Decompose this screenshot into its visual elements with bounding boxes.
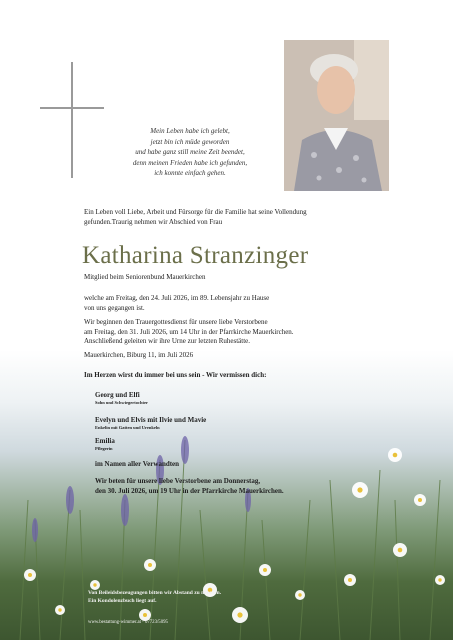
family-member-name: Evelyn und Elvis mit Ilvie und Mavie: [95, 416, 207, 424]
cross-icon: [71, 62, 73, 178]
footer-notice: [88, 590, 221, 605]
place-date: Mauerkirchen, Biburg 11, im Juli 2026: [84, 351, 194, 359]
service-line: am Freitag, den 31. Juli 2026, um 14 Uhr in der Pfarrkirche Mauerkirchen.: [84, 327, 294, 336]
family-member: [95, 416, 385, 430]
family-member-name: Georg und Elfi: [95, 391, 140, 399]
intro-text: [84, 207, 384, 227]
service-notice: [84, 318, 384, 347]
prayer-notice: [95, 477, 395, 496]
footer-line: Ein Kondolenzbuch liegt auf.: [88, 597, 157, 604]
intro-line: Ein Leben voll Liebe, Arbeit und Fürsorge für die Familie hat seine Vollendung: [84, 208, 307, 216]
family-member: [95, 391, 385, 405]
death-notice: [84, 294, 384, 313]
memory-line: Im Herzen wirst du immer bei uns sein - Wir vermissen dich:: [84, 371, 267, 379]
death-line: welche am Freitag, den 24. Juli 2026, im 89. Lebensjahr zu Hause: [84, 294, 270, 302]
prayer-line: den 30. Juli 2026, um 19 Uhr in der Pfarrkirche Mauerkirchen.: [95, 486, 284, 495]
cross-icon-bar: [40, 107, 104, 109]
family-member-name: Emilia: [95, 437, 115, 445]
poem-line: und habe ganz still meine Zeit beendet,: [135, 148, 245, 156]
deceased-subtitle: Mitglied beim Seniorenbund Mauerkirchen: [84, 273, 206, 281]
service-line: Wir beginnen den Trauergottesdienst für unsere liebe Verstorbene: [84, 318, 268, 326]
family-member-relation: Pflegerin: [95, 446, 113, 451]
poem-line: denn meinen Frieden habe ich gefunden,: [132, 158, 248, 167]
deceased-name: Katharina Stranzinger: [82, 242, 309, 269]
relatives-line: im Namen aller Verwandten: [95, 460, 180, 468]
portrait-photo: [284, 40, 389, 191]
service-line: Anschließend geleiten wir ihre Urne zur letzten Ruhestätte.: [84, 337, 250, 345]
footer-line: Von Beileidsbezeugungen bitten wir Abstand zu nehmen.: [88, 590, 222, 596]
poem-line: Mein Leben habe ich gelebt,: [150, 127, 230, 135]
family-member: [95, 437, 385, 451]
poem-line: ich konnte einfach gehen.: [154, 169, 226, 177]
poem-line: jetzt bin ich müde geworden: [150, 137, 230, 146]
prayer-line: Wir beten für unsere liebe Verstorbene am Donnerstag,: [95, 477, 261, 485]
death-line: von uns gegangen ist.: [84, 303, 145, 312]
intro-line: gefunden.Traurig nehmen wir Abschied von Frau: [84, 218, 223, 226]
poem: [100, 126, 280, 179]
family-member-relation: Sohn und Schwiegertochter: [95, 400, 149, 405]
funeral-home-website: www.bestattung-wimmer.at · 07723/5095: [88, 620, 168, 625]
family-member-relation: Enkelin mit Gatten und Urenkeln: [95, 425, 160, 430]
